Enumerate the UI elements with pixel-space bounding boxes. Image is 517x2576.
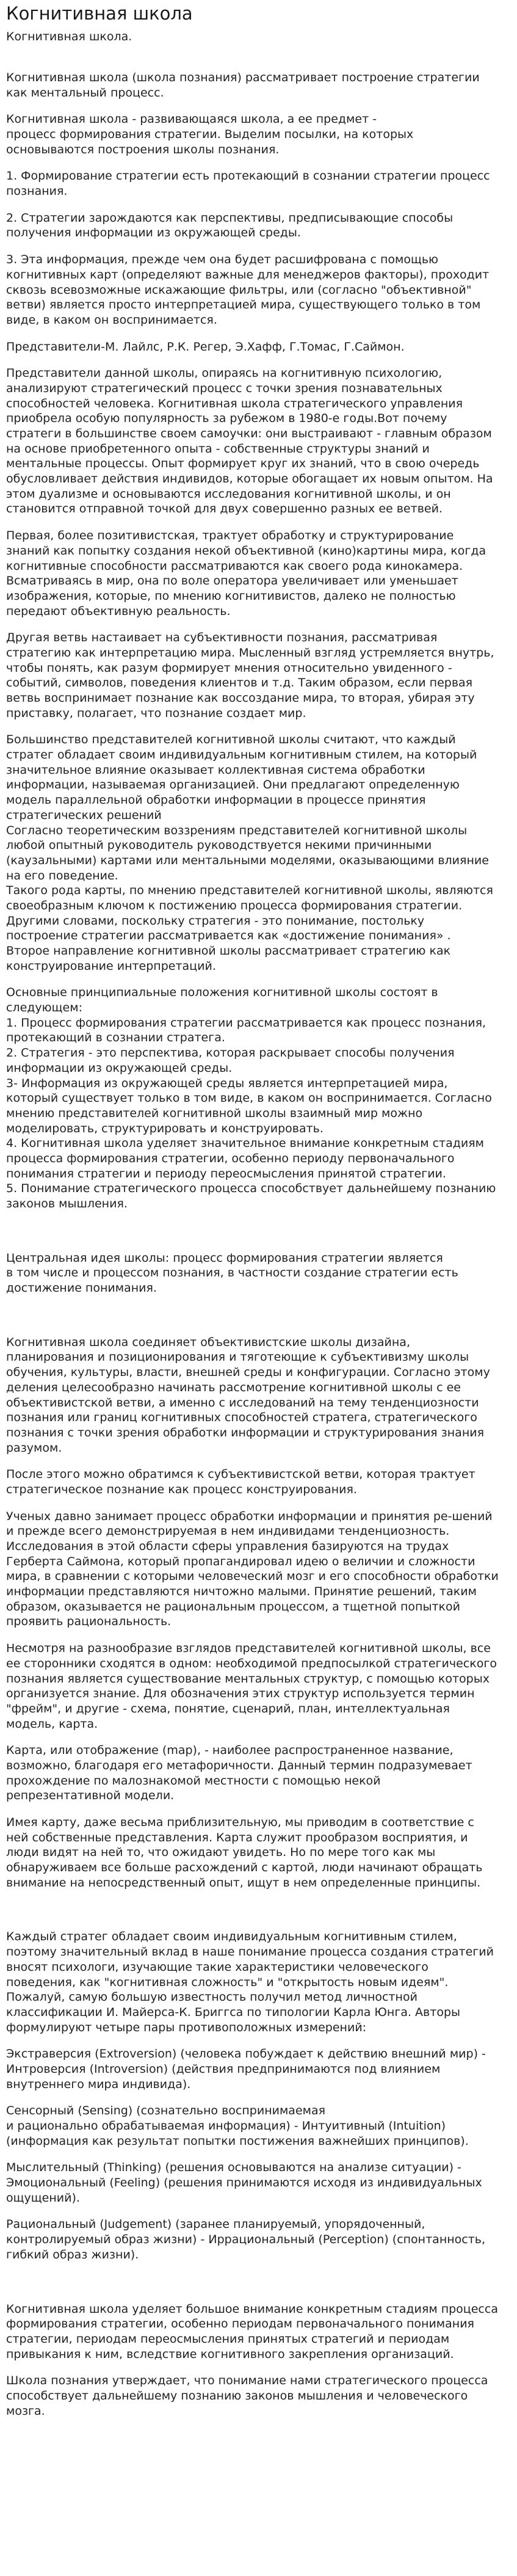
paragraph: После этого можно обратимся к субъективистской ветви, которая трактует стратегическое познание как процесс конструирования. [6,1468,475,1496]
paragraph: Мыслительный (Thinking) (решения основываются на анализе ситуации) - Эмоциональный (Feeling) (решения принимаются исходя из индивидуальных ощущений). [6,2161,482,2205]
paragraph: Первая, более позитивистская, трактует обработку и структурирование знаний как попытку создания некой объективной (кино)картины мира, когда когнитивные способности рассматриваются как своего рода кинокамера. Всматриваясь в мир, она по воле оператора увеличивает или уменьшает изображения, которые, по мнению когнитивистов, далеко не полностью передают объективную реальность. [6,529,486,618]
paragraph: Несмотря на разнообразие взглядов представителей когнитивной школы, все ее сторонники сходятся в одном: необходимой предпосылкой стратегического познания является существование ментальных структур, с помощью которых организуется знание. Для обозначения этих структур используется термин "фрейм", и другие - схема, понятие, сценарий, план, интеллектуальная модель, карта. [6,1642,497,1731]
paragraph: Представители-М. Лайлс, Р.К. Регер, Э.Хафф, Г.Томас, Г.Саймон. [6,340,405,354]
paragraph: Основные принципиальные положения когнитивной школы состоят в следующем: 1. Процесс формирования стратегии рассматривается как процесс познания, протекающий в сознании стратега. 2. Стратегия - это перспектива, которая раскрывает способы получения информации из окружающей среды. 3- Информация из окружающей среды является интерпретацией мира, который существует только в том виде, в каком он воспринимается. Согласно мнению представителей когнитивной школы взаимный мир можно моделировать, структурировать и конструировать. 4. Когнитивная школа уделяет значительное внимание конкретным стадиям процесса формирования стратегии, особенно периоду первоначального понимания стратегии и периоду переосмысления принятой стратегии. 5. Понимание стратегического процесса способствует дальнейшему познанию законов мышления. [6,986,496,1210]
paragraph: Большинство представителей когнитивной школы считают, что каждый стратег обладает своим индивидуальным когнитивным стилем, на который значительное влияние оказывает коллективная система обработки информации, называемая организацией. Они предлагают определенную модель параллельной обработки информации в процессе принятия стратегических решений Согласно теоретическим воззрениям представителей когнитивной школы любой опытный руководитель руководствуется некими причинными (каузальными) картами или ментальными моделями, оказывающими влияние на его поведение. Такого рода карты, по мнению представителей когнитивной школы, являются своеобразным ключом к постижению процесса формирования стратегии. Другими словами, поскольку стратегия - это понимание, постольку построение стратегии рассматривается как «достижение понимания» . Второе направление когнитивной школы рассматривает стратегию как конструирование интерпретаций. [6,733,493,973]
paragraph: Представители данной школы, опираясь на когнитивную психологию, анализируют стратегический процесс с точки зрения познавательных способностей человека. Когнитивная школа стратегического управления приобрела особую популярность за рубежом в 1980-е годы.Вот почему стратеги в большинстве своем самоучки: они выстраивают - главным образом на основе приобретенного опыта - собственные структуры знаний и ментальные процессы. Опыт формирует круг их знаний, что в свою очередь обусловливает действия индивидов, которые обогащает их новым опытом. На этом дуализме и основываются исследования когнитивной школы, и он становится отправной точкой для двух совершенно разных ее ветвей. [6,366,493,516]
paragraph: Центральная идея школы: процесс формирования стратегии является в том числе и процессом познания, в частности создание стратегии есть достижение понимания. [6,1251,458,1295]
paragraph: Когнитивная школа (школа познания) рассматривает построение стратегии как ментальный процесс. [6,70,480,100]
paragraph: Имея карту, даже весьма приблизительную, мы приводим в соответствие с ней собственные представления. Карта служит прообразом восприятия, и люди видят на ней то, что ожидают увидеть. Но по мере того как мы обнаруживаем все больше расхождений с картой, люди начинают обращать внимание на непосредственный опыт, ищут в нем определенные принципы. [6,1816,483,1890]
paragraph: Сенсорный (Sensing) (сознательно воспринимаемая и рационально обрабатываемая информация) - Интуитивный (Intuition) (информация как результат попытки постижения важнейших принципов). [6,2104,469,2148]
paragraph: Школа познания утверждает, что понимание нами стратегического процесса способствует дальнейшему познанию законов мышления и человеческого мозга. [6,2374,488,2418]
paragraph: Другая ветвь настаивает на субъективности познания, рассматривая стратегию как интерпретацию мира. Мысленный взгляд устремляется внутрь, чтобы понять, как разум формирует мнения относительно увиденного - событий, символов, поведения клиентов и т.д. Таким образом, если первая ветвь воспринимает познание как воссоздание мира, то вторая, убирая эту приставку, полагает, что познание создает мир. [6,631,494,720]
page-subtitle: Когнитивная школа. [6,30,132,44]
paragraph: Экстраверсия (Extroversion) (человека побуждает к действию внешний мир) - Интроверсия (Introversion) (действия предпринимаются под влиянием внутреннего мира индивида). [6,2047,486,2091]
paragraph: 2. Стратегии зарождаются как перспективы, предписывающие способы получения информации из окружающей среды. [6,211,454,240]
paragraph: 1. Формирование стратегии есть протекающий в сознании стратегии процесс познания. [6,169,490,198]
paragraph: Рациональный (Judgement) (заранее планируемый, упорядоченный, контролируемый образ жизни) - Иррациональный (Perception) (спонтанность, гибкий образ жизни). [6,2218,486,2261]
paragraph: Ученых давно занимает процесс обработки информации и принятия ре-шений и прежде всего демонстрируемая в нем индивидами тенденциозность. Исследования в этой области сферы управления базируются на трудах Герберта Саймона, который пропагандировал идею о величии и сложности мира, в сравнении с которыми человеческий мозг и его способности обработки информации представляются ничтожно малыми. Принятие решений, таким образом, оказывается не рациональным процессом, а тщетной попыткой проявить рациональность. [6,1509,499,1629]
paragraph: Каждый стратег обладает своим индивидуальным когнитивным стилем, поэтому значительный вклад в наше понимание процесса создания стратегий вносят психологи, изучающие такие характеристики человеческого поведения, как "когнитивная сложность" и "открытость новым идеям". Пожалуй, самую большую известность получил метод личностной классификации И. Майерса-К. Бриггса по типологии Карла Юнга. Авторы формулируют четыре пары противоположных измерений: [6,1930,494,2034]
page-title: Когнитивная школа [6,3,193,24]
paragraph: Когнитивная школа соединяет объективистские школы дизайна, планирования и позиционирования и тяготеющие к субъективизму школы обучения, культуры, власти, внешней среды и конфигурации. Согласно этому деления целесообразно начинать рассмотрение когнитивной школы с ее объективистской ветви, а именно с исследований на тему тенденциозности познания или границ когнитивных способностей стратега, стратегического познания с точки зрения обработки информации и структурирования знания разумом. [6,1335,490,1455]
paragraph: Когнитивная школа - развивающаяся школа, а ее предмет - процесс формирования стратегии. Выделим посылки, на которых основываются построения школы познания. [6,112,414,156]
paragraph: Карта, или отображение (map), - наиболее распространенное название, возможно, благодаря его метафоричности. Данный термин подразумевает прохождение по малознакомой местности с помощью некой репрезентативной модели. [6,1744,472,1803]
paragraph: 3. Эта информация, прежде чем она будет расшифрована с помощью когнитивных карт (определяют важные для менеджеров факторы), проходит сквозь всевозможные искажающие фильтры, или (согласно "объективной" ветви) является просто интерпретацией мира, существующего только в том виде, в каком он воспринимается. [6,253,490,327]
paragraph: Когнитивная школа уделяет большое внимание конкретным стадиям процесса формирования стратегии, особенно периодам первоначального понимания стратегии, периодам переосмысления принятых стратегий и периодам привыкания к ним, вследствие когнитивного закрепления организаций. [6,2302,498,2361]
